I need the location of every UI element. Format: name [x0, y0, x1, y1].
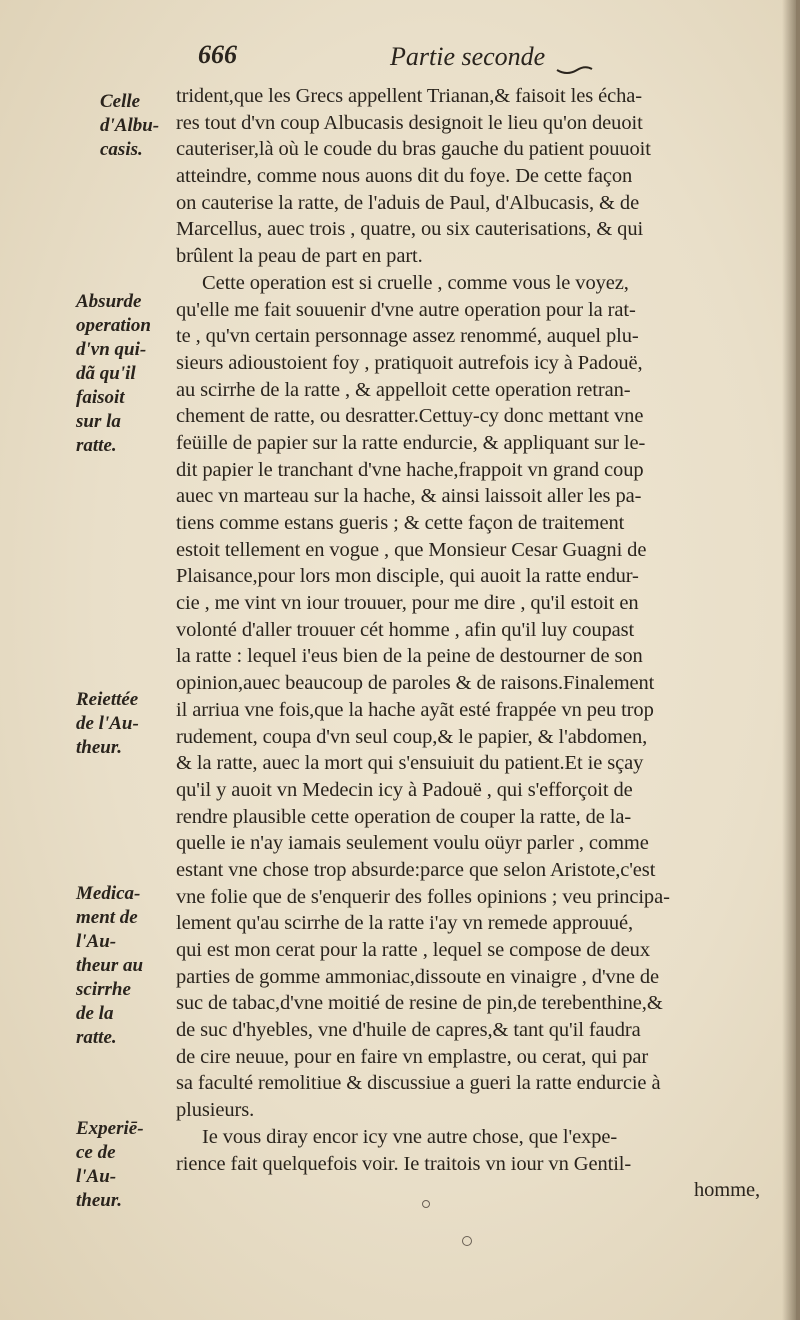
text-line: dit papier le tranchant d'vne hache,frappoit vn grand coup: [176, 458, 644, 481]
text-line: Plaisance,pour lors mon disciple, qui auoit la ratte endur-: [176, 565, 639, 588]
text-line: te , qu'vn certain personnage assez renommé, auquel plu-: [176, 325, 639, 348]
margin-note-albucasis: Celle d'Albu- casis.: [100, 91, 160, 160]
text-line: qu'elle me fait souuenir d'vne autre operation pour la rat-: [176, 298, 636, 321]
margin-note-rejected: Reiettée de l'Au- theur.: [76, 689, 139, 758]
text-line: au scirrhe de la ratte , & appelloit cette operation retran-: [176, 378, 631, 401]
ink-spot: [422, 1200, 430, 1208]
text-line: qui est mon cerat pour la ratte , lequel se compose de deux: [176, 939, 650, 961]
margin-note-remedy: Medica- ment de l'Au- theur au scirrhe de la ratte.: [76, 883, 144, 1048]
text-line: feüille de papier sur la ratte endurcie, & appliquant sur le-: [176, 431, 646, 454]
text-line: plusieurs.: [176, 1099, 255, 1122]
text-line: & la ratte, auec la mort qui s'ensuiuit du patient.Et ie sçay: [176, 752, 644, 775]
text-line: qu'il y auoit vn Medecin icy à Padouë , qui s'efforçoit de: [176, 778, 633, 801]
text-line: Cette operation est si cruelle , comme vous le voyez,: [202, 271, 629, 294]
text-line: estant vne chose trop absurde:parce que selon Aristote,c'est: [176, 858, 656, 881]
text-line: il arriua vne fois,que la hache ayãt esté frappée vn peu trop: [176, 698, 654, 721]
text-line: parties de gomme ammoniac,dissoute en vinaigre , d'vne de: [176, 965, 660, 988]
text-line: on cauterise la ratte, de l'aduis de Paul, d'Albucasis, & de: [176, 191, 640, 214]
text-line: chement de ratte, ou desratter.Cettuy-cy donc mettant vne: [176, 405, 644, 428]
page-number: 666: [198, 40, 237, 69]
running-title: Partie seconde: [390, 42, 546, 71]
text-line: cie , me vint vn iour trouuer, pour me dire , qu'il estoit en: [176, 592, 639, 615]
body-text: [176, 83, 780, 1204]
text-line: de cire neuue, pour en faire vn emplastre, ou cerat, qui par: [176, 1045, 649, 1068]
ink-spot: [462, 1236, 472, 1246]
text-line: volonté d'aller trouuer cét homme , afin qu'il luy coupast: [176, 618, 635, 641]
text-line: vne folie que de s'enquerir des folles opinions ; veu principa-: [176, 885, 670, 908]
text-line: lement qu'au scirrhe de la ratte i'ay vn remede approuué,: [176, 912, 634, 935]
page-edge-shadow: [782, 0, 796, 1320]
text-line: rendre plausible cette operation de couper la ratte, de la-: [176, 805, 632, 828]
margin-note-absurd-operation: Absurde operation d'vn qui- dã qu'il faisoit sur la ratte.: [76, 291, 151, 456]
text-line: sieurs adioustoient foy , pratiquoit autrefois icy à Padouë,: [176, 351, 643, 374]
text-line: la ratte : lequel i'eus bien de la peine de destourner de son: [176, 645, 643, 668]
text-line: rudement, coupa d'vn seul coup,& le papier, & l'abdomen,: [176, 725, 648, 748]
text-line: sa faculté remolitiue & discussiue a gueri la ratte endurcie à: [176, 1072, 661, 1095]
text-line: res tout d'vn coup Albucasis designoit le lieu qu'on deuoit: [176, 111, 643, 134]
margin-note-experience: Experiē- ce de l'Au- theur.: [76, 1118, 144, 1211]
text-line: suc de tabac,d'vne moitié de resine de pin,de terebenthine,&: [176, 992, 663, 1015]
text-line: trident,que les Grecs appellent Trianan,& faisoit les écha-: [176, 85, 643, 107]
text-line: estoit tellement en vogue , que Monsieur Cesar Guagni de: [176, 538, 647, 561]
catchword: homme,: [693, 1179, 760, 1202]
text-line: Ie vous diray encor icy vne autre chose, que l'expe-: [202, 1125, 618, 1148]
text-line: brûlent la peau de part en part.: [176, 245, 423, 268]
text-line: quelle ie n'ay iamais seulement voulu oüyr parler , comme: [176, 832, 649, 855]
text-line: de suc d'hyebles, vne d'huile de capres,& tant qu'il faudra: [176, 1019, 641, 1042]
text-line: atteindre, comme nous auons dit du foye. De cette façon: [176, 165, 633, 188]
text-line: Marcellus, auec trois , quatre, ou six cauterisations, & qui: [176, 218, 644, 241]
margin-notes: [0, 0, 170, 1320]
text-line: rience fait quelquefois voir. Ie traitois vn iour vn Gentil-: [176, 1152, 632, 1175]
title-flourish: [555, 62, 595, 76]
text-line: tiens comme estans gueris ; & cette façon de traitement: [176, 512, 625, 534]
text-line: opinion,auec beaucoup de paroles & de raisons.Finalement: [176, 672, 655, 695]
text-line: cauteriser,là où le coude du bras gauche du patient pouuoit: [176, 138, 651, 161]
text-line: auec vn marteau sur la hache, & ainsi laissoit aller les pa-: [176, 485, 642, 508]
